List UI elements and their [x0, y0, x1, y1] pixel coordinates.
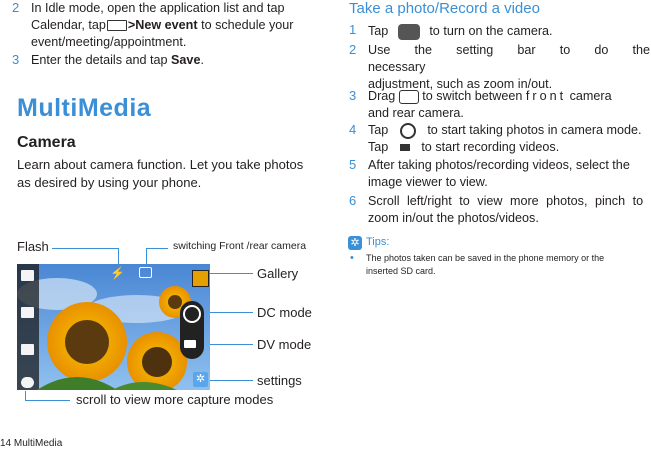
step-text-part: Tap	[368, 140, 389, 154]
step-text	[368, 193, 650, 227]
step-line: Scroll left/right to view more photos, pinch to	[368, 194, 644, 208]
page-footer: 14 MultiMedia	[0, 438, 63, 449]
step-text	[368, 122, 650, 156]
step-text-part: camera	[569, 89, 612, 103]
step-text-part: to schedule your	[201, 18, 294, 32]
tips-icon: ✲	[348, 236, 362, 250]
step-number: 3	[349, 88, 357, 103]
dv-mode-label: DV mode	[257, 337, 312, 352]
mode-thumbnail-icon[interactable]	[21, 344, 34, 355]
step-number: 5	[349, 157, 357, 172]
step-line: Use the setting bar to do the necessary	[368, 43, 650, 74]
step-text	[368, 88, 650, 122]
switching-label: switching Front /rear camera	[173, 240, 307, 252]
step-line: In Idle mode, open the application list and tap	[31, 1, 285, 15]
scroll-label: scroll to view more capture modes	[76, 392, 274, 407]
step-number: 1	[349, 22, 357, 37]
step-text-part: to switch between	[422, 89, 523, 103]
tip-line: The photos taken can be saved in the phone memory or the	[366, 253, 605, 263]
video-camera-icon	[400, 144, 410, 151]
video-camera-icon[interactable]	[184, 340, 196, 348]
step-text-part: .	[200, 53, 204, 67]
new-event-label: >New event	[127, 18, 198, 32]
camera-preview	[17, 264, 210, 390]
step-line: zoom in/out the photos/videos.	[368, 211, 539, 225]
step-number: 3	[12, 52, 20, 67]
callout-line	[146, 248, 168, 249]
shutter-icon[interactable]	[183, 305, 201, 323]
step-text	[368, 23, 650, 40]
step-number: 4	[349, 122, 357, 137]
gear-icon[interactable]: ✲	[193, 372, 208, 387]
step-text	[368, 42, 650, 93]
front-label: front	[525, 89, 567, 103]
shutter-icon	[400, 123, 416, 139]
step-text-part: to start recording videos.	[421, 140, 560, 154]
intro-text	[17, 156, 321, 192]
callout-line	[25, 400, 70, 401]
intro-line: as desired by using your phone.	[17, 175, 202, 190]
step-line	[31, 17, 321, 34]
mode-thumbnail-icon[interactable]	[21, 270, 34, 281]
gallery-thumbnail[interactable]	[192, 270, 209, 287]
step-line	[368, 88, 650, 105]
mode-thumbnail-icon[interactable]	[21, 307, 34, 318]
callout-line	[205, 344, 253, 345]
switch-camera-icon	[399, 90, 419, 104]
step-text	[368, 157, 650, 191]
callout-line	[210, 380, 253, 381]
step-line: After taking photos/recording videos, select the	[368, 158, 630, 172]
camera-app-icon	[398, 24, 420, 40]
right-section-title: Take a photo/Record a video	[349, 0, 540, 17]
step-number: 6	[349, 193, 357, 208]
step-line: adjustment, such as zoom in/out.	[368, 77, 553, 91]
step-number: 2	[349, 42, 357, 57]
tips-label: Tips:	[366, 236, 390, 248]
callout-line	[205, 312, 253, 313]
step-text	[31, 52, 321, 69]
step-line: event/meeting/appointment.	[31, 35, 187, 49]
step-number: 2	[12, 0, 20, 15]
step-text	[31, 0, 321, 51]
switch-camera-icon[interactable]	[139, 267, 152, 278]
callout-line	[25, 391, 26, 400]
mode-face-icon[interactable]	[21, 377, 34, 388]
gallery-label: Gallery	[257, 266, 299, 281]
save-label: Save	[171, 53, 201, 67]
dc-mode-label: DC mode	[257, 305, 312, 320]
flash-label: Flash	[17, 239, 49, 254]
step-text-part: Enter the details and tap	[31, 53, 172, 67]
step-line	[368, 139, 650, 156]
step-text-part: Drag	[368, 89, 396, 103]
step-line: image viewer to view.	[368, 175, 488, 189]
tip-line: inserted SD card.	[366, 266, 436, 276]
step-text-part: to start taking photos in camera mode.	[427, 123, 642, 137]
step-text-part: Tap	[368, 123, 389, 137]
tip-text	[366, 252, 651, 278]
step-line	[368, 122, 650, 139]
callout-line	[52, 248, 118, 249]
calendar-menu-icon	[107, 20, 127, 31]
intro-line: Learn about camera function. Let you take photos	[17, 157, 304, 172]
subsection-title: Camera	[17, 134, 76, 151]
section-title: MultiMedia	[17, 94, 152, 122]
flash-icon[interactable]: ⚡	[110, 266, 125, 280]
step-text-part: Tap	[368, 24, 389, 38]
step-text-part: to turn on the camera.	[429, 24, 553, 38]
settings-label: settings	[257, 373, 302, 388]
callout-line	[210, 273, 253, 274]
tip-bullet: •	[350, 252, 354, 264]
step-text-part: Calendar, tap	[31, 18, 106, 32]
step-line: and rear camera.	[368, 106, 464, 120]
